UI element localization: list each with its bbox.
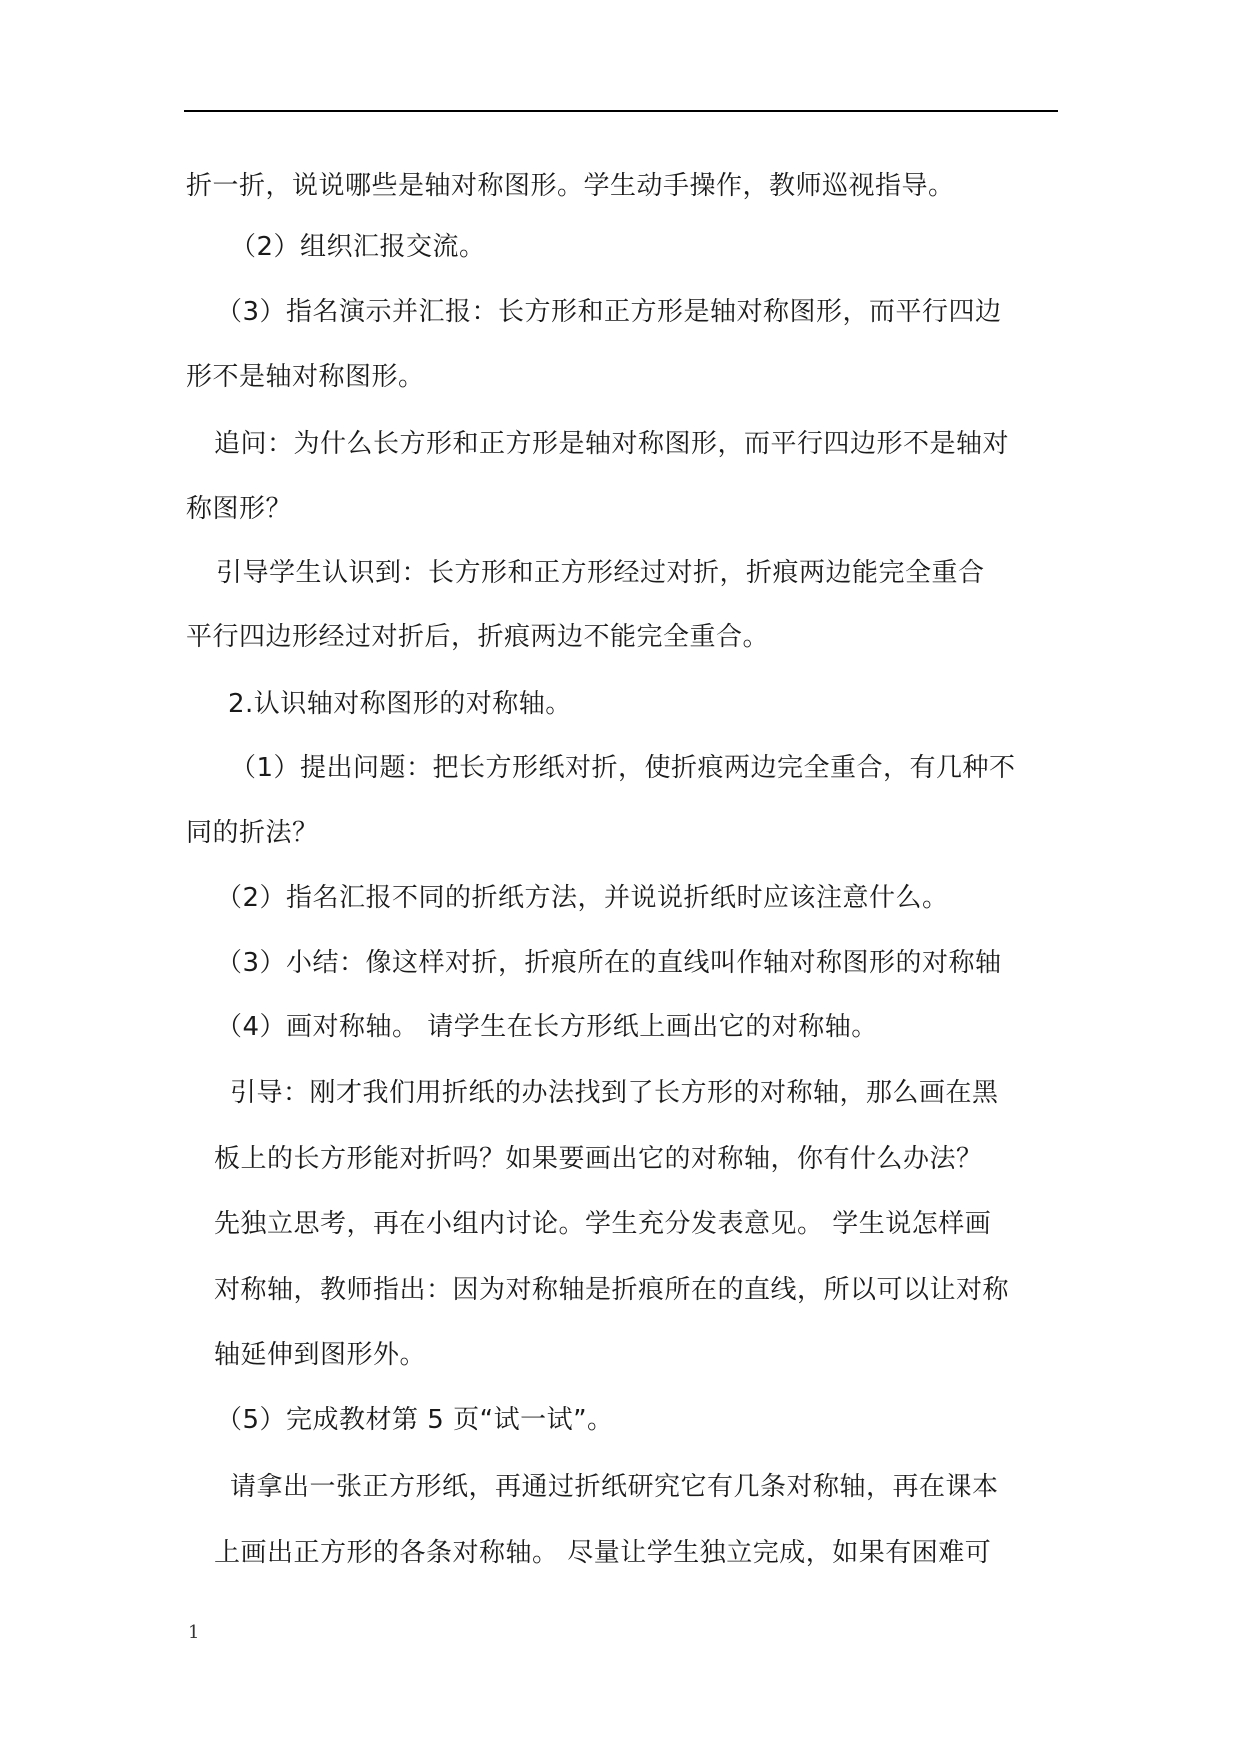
- text-line: 折一折，说说哪些是轴对称图形。学生动手操作，教师巡视指导。: [186, 171, 955, 201]
- text-line: 对称轴，教师指出：因为对称轴是折痕所在的直线，所以可以让对称: [214, 1275, 1010, 1305]
- text-line: （4）画对称轴。 请学生在长方形纸上画出它的对称轴。: [216, 1012, 878, 1042]
- text-line: （3）小结：像这样对折，折痕所在的直线叫作轴对称图形的对称轴: [216, 948, 1002, 978]
- text-line: 板上的长方形能对折吗？如果要画出它的对称轴，你有什么办法？: [214, 1144, 983, 1174]
- text-line: 上画出正方形的各条对称轴。 尽量让学生独立完成，如果有困难可: [214, 1538, 992, 1568]
- text-line: 先独立思考，再在小组内讨论。学生充分发表意见。 学生说怎样画: [214, 1209, 992, 1239]
- section-heading: 2.认识轴对称图形的对称轴。: [228, 689, 572, 719]
- text-line: （2）组织汇报交流。: [230, 232, 486, 262]
- text-line: 追问：为什么长方形和正方形是轴对称图形，而平行四边形不是轴对: [214, 429, 1010, 459]
- text-line: 称图形？: [186, 494, 293, 524]
- text-line: 轴延伸到图形外。: [214, 1340, 427, 1370]
- text-line: 平行四边形经过对折后，折痕两边不能完全重合。: [186, 622, 770, 652]
- header-rule: [184, 110, 1058, 112]
- page-number: 1: [188, 1622, 200, 1643]
- text-line: （1）提出问题：把长方形纸对折，使折痕两边完全重合，有几种不: [230, 753, 1016, 783]
- text-line: （3）指名演示并汇报：长方形和正方形是轴对称图形，而平行四边: [216, 297, 1002, 327]
- text-line: 形不是轴对称图形。: [186, 362, 425, 392]
- text-line: 引导学生认识到：长方形和正方形经过对折，折痕两边能完全重合: [216, 558, 985, 588]
- text-line: 请拿出一张正方形纸，再通过折纸研究它有几条对称轴，再在课本: [230, 1472, 999, 1502]
- text-line: 引导：刚才我们用折纸的办法找到了长方形的对称轴，那么画在黑: [230, 1078, 999, 1108]
- text-line: （5）完成教材第 5 页“试一试”。: [216, 1405, 614, 1435]
- text-line: （2）指名汇报不同的折纸方法，并说说折纸时应该注意什么。: [216, 883, 949, 913]
- text-line: 同的折法？: [186, 818, 319, 848]
